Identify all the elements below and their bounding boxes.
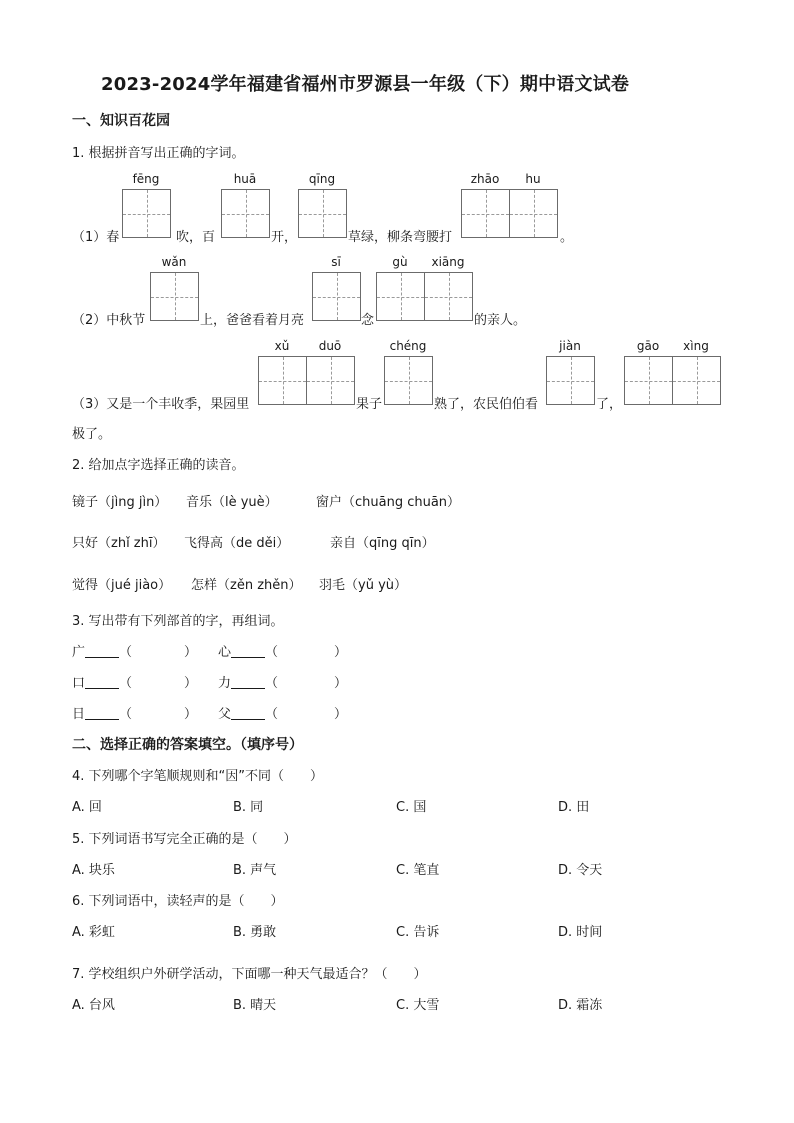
- pinyin-choice: 觉得（jué jiào）: [72, 578, 172, 593]
- paren-close: ）: [334, 676, 348, 691]
- tian-grid-box[interactable]: [298, 189, 347, 238]
- pinyin-label: hu: [525, 172, 541, 186]
- tian-grid-box[interactable]: [221, 189, 270, 238]
- row-2-text: 的亲人。: [474, 313, 527, 328]
- option-c[interactable]: C. 笔直: [396, 863, 440, 878]
- radical-label: 力: [218, 676, 232, 691]
- radical-row: [218, 641, 347, 660]
- pinyin-choice: 飞得高（de děi）: [184, 536, 290, 551]
- pinyin-label: wǎn: [161, 255, 187, 269]
- option-a[interactable]: A. 台风: [72, 998, 115, 1013]
- tian-grid-box[interactable]: [122, 189, 171, 238]
- option-c[interactable]: C. 大雪: [396, 998, 440, 1013]
- page-title: 2023-2024学年福建省福州市罗源县一年级（下）期中语文试卷: [101, 74, 630, 95]
- option-d[interactable]: D. 田: [558, 800, 590, 815]
- answer-blank[interactable]: [231, 676, 265, 689]
- row-1-text: 吹，百: [176, 230, 216, 245]
- tian-grid-box[interactable]: [312, 272, 361, 321]
- pinyin-label: xǔ: [274, 339, 290, 353]
- row-2-text: 上，爸爸看着月亮: [200, 313, 305, 328]
- pinyin-label: zhāo: [470, 172, 500, 186]
- answer-blank[interactable]: [85, 707, 119, 720]
- row-3-text: 了，: [596, 397, 623, 412]
- row-3-text: 熟了，农民伯伯看: [434, 397, 539, 412]
- option-d[interactable]: D. 时间: [558, 925, 603, 940]
- pinyin-label: jiàn: [559, 339, 581, 353]
- radical-row: [72, 672, 197, 691]
- question-1-stem: 1. 根据拼音写出正确的字词。: [72, 146, 245, 161]
- question-3-stem: 3. 写出带有下列部首的字，再组词。: [72, 614, 284, 629]
- paren-open: （: [119, 645, 133, 660]
- paren-open: （: [265, 676, 279, 691]
- tian-grid-box[interactable]: [306, 356, 355, 405]
- pinyin-label: xiāng: [431, 255, 465, 269]
- radical-row: [218, 672, 347, 691]
- paren-open: （: [119, 707, 133, 722]
- pinyin-label: gāo: [636, 339, 660, 353]
- pinyin-label: qīng: [308, 172, 336, 186]
- question-2-stem: 2. 给加点字选择正确的读音。: [72, 458, 245, 473]
- row-3-text: 极了。: [72, 427, 112, 442]
- radical-row: [72, 641, 197, 660]
- pinyin-label: fēng: [132, 172, 160, 186]
- pinyin-label: sī: [331, 255, 341, 269]
- row-2-text: （2）中秋节: [72, 313, 146, 328]
- pinyin-label: gù: [392, 255, 408, 269]
- option-b[interactable]: B. 勇敢: [233, 925, 277, 940]
- option-b[interactable]: B. 声气: [233, 863, 277, 878]
- paren-open: （: [265, 707, 279, 722]
- paren-close: ）: [334, 707, 348, 722]
- option-d[interactable]: D. 令天: [558, 863, 603, 878]
- pinyin-label: xìng: [683, 339, 709, 353]
- radical-label: 日: [72, 707, 86, 722]
- row-1-text: 草绿，柳条弯腰打: [348, 230, 453, 245]
- tian-grid-box[interactable]: [384, 356, 433, 405]
- answer-blank[interactable]: [231, 645, 265, 658]
- pinyin-label: duō: [318, 339, 342, 353]
- option-a[interactable]: A. 彩虹: [72, 925, 115, 940]
- paren-open: （: [265, 645, 279, 660]
- pinyin-choice: 音乐（lè yuè）: [186, 495, 278, 510]
- option-b[interactable]: B. 同: [233, 800, 264, 815]
- radical-row: [72, 703, 197, 722]
- pinyin-choice: 只好（zhǐ zhī）: [72, 536, 166, 551]
- option-d[interactable]: D. 霜冻: [558, 998, 603, 1013]
- tian-grid-box[interactable]: [424, 272, 473, 321]
- pinyin-choice: 窗户（chuāng chuān）: [316, 495, 461, 510]
- tian-grid-box[interactable]: [624, 356, 673, 405]
- tian-grid-box[interactable]: [509, 189, 558, 238]
- radical-label: 父: [218, 707, 232, 722]
- radical-row: [218, 703, 347, 722]
- question-5-stem: 5. 下列词语书写完全正确的是（ ）: [72, 832, 297, 847]
- section-heading-1: 一、知识百花园: [72, 113, 170, 129]
- tian-grid-box[interactable]: [150, 272, 199, 321]
- option-a[interactable]: A. 回: [72, 800, 102, 815]
- row-3-text: 果子: [356, 397, 383, 412]
- pinyin-choice: 亲自（qīng qīn）: [330, 536, 435, 551]
- tian-grid-box[interactable]: [461, 189, 510, 238]
- question-7-stem: 7. 学校组织户外研学活动，下面哪一种天气最适合？（ ）: [72, 967, 427, 982]
- pinyin-choice: 镜子（jìng jìn）: [72, 495, 168, 510]
- paren-open: （: [119, 676, 133, 691]
- row-1-text: （1）春: [72, 230, 120, 245]
- option-c[interactable]: C. 国: [396, 800, 427, 815]
- pinyin-label: huā: [233, 172, 257, 186]
- pinyin-choice: 羽毛（yǔ yù）: [319, 578, 407, 593]
- question-4-stem: 4. 下列哪个字笔顺规则和“因”不同（ ）: [72, 769, 324, 784]
- paren-close: ）: [334, 645, 348, 660]
- question-6-stem: 6. 下列词语中，读轻声的是（ ）: [72, 894, 284, 909]
- paren-close: ）: [184, 676, 198, 691]
- radical-label: 广: [72, 645, 86, 660]
- radical-label: 心: [218, 645, 232, 660]
- pinyin-label: chéng: [389, 339, 427, 353]
- tian-grid-box[interactable]: [672, 356, 721, 405]
- tian-grid-box[interactable]: [258, 356, 307, 405]
- option-a[interactable]: A. 块乐: [72, 863, 115, 878]
- tian-grid-box[interactable]: [376, 272, 425, 321]
- tian-grid-box[interactable]: [546, 356, 595, 405]
- answer-blank[interactable]: [231, 707, 265, 720]
- answer-blank[interactable]: [85, 645, 119, 658]
- option-b[interactable]: B. 晴天: [233, 998, 277, 1013]
- paren-close: ）: [184, 707, 198, 722]
- row-2-text: 念: [361, 313, 375, 328]
- row-1-text: 。: [560, 230, 574, 245]
- row-1-text: 开，: [271, 230, 298, 245]
- option-c[interactable]: C. 告诉: [396, 925, 440, 940]
- row-3-text: （3）又是一个丰收季，果园里: [72, 397, 250, 412]
- section-heading-2: 二、选择正确的答案填空。（填序号）: [72, 737, 303, 753]
- answer-blank[interactable]: [85, 676, 119, 689]
- radical-label: 口: [72, 676, 86, 691]
- pinyin-choice: 怎样（zěn zhěn）: [191, 578, 302, 593]
- paren-close: ）: [184, 645, 198, 660]
